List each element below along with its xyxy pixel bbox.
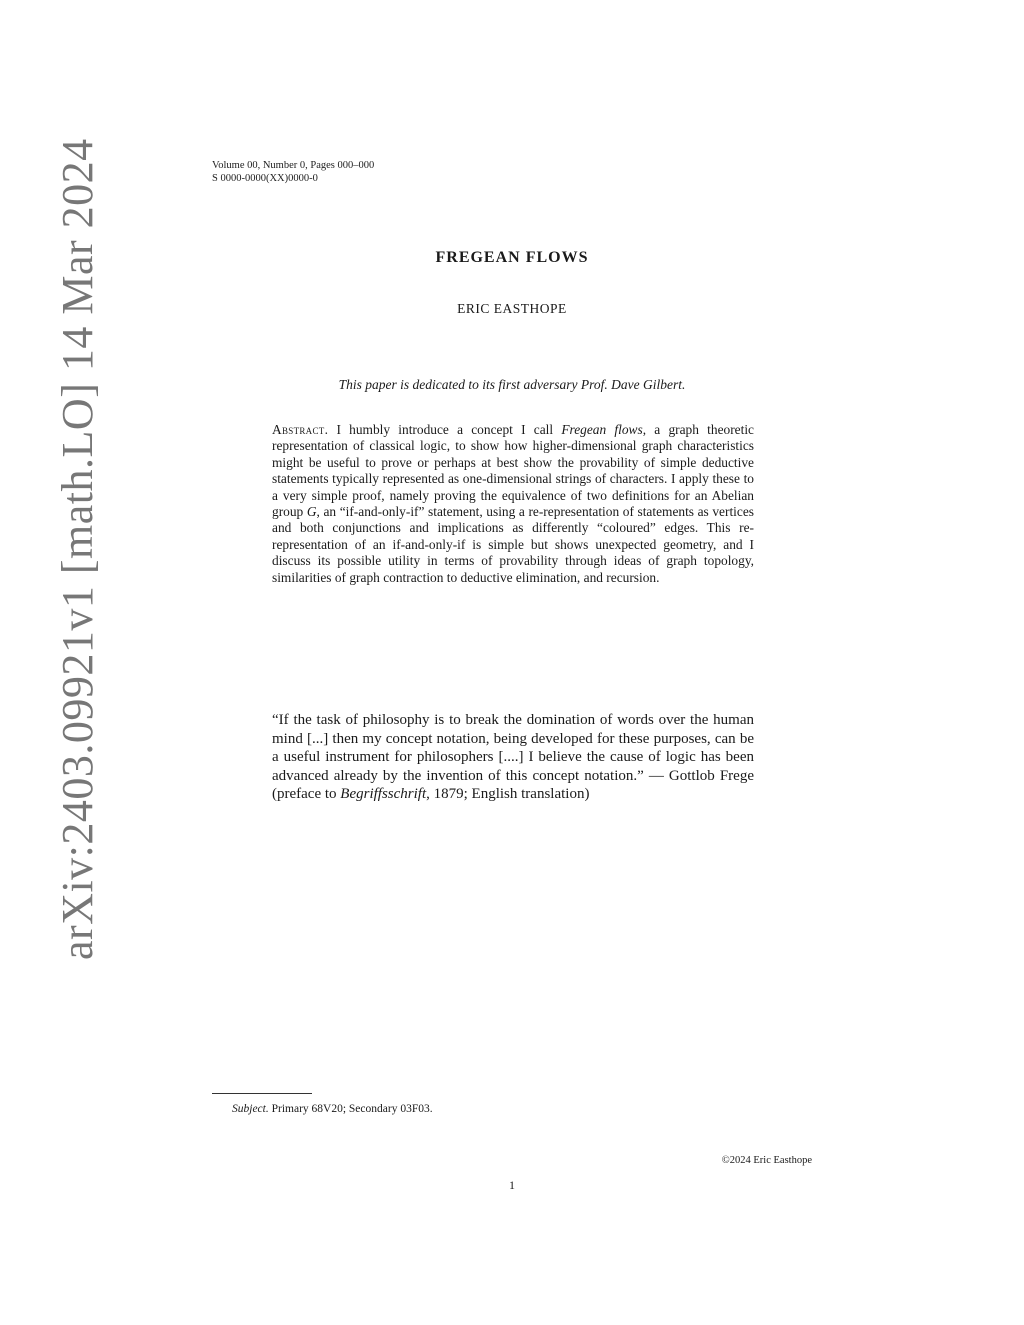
issn-line: S 0000-0000(XX)0000-0 (212, 173, 318, 184)
quote-work-title: Begriffsschrift (340, 786, 427, 803)
author-name: ERIC EASTHOPE (457, 301, 567, 316)
footnote-rule (212, 1093, 312, 1094)
copyright-notice: ©2024 Eric Easthope (721, 1155, 812, 1166)
journal-header (212, 159, 374, 185)
frege-quote (272, 711, 754, 804)
dedication: This paper is dedicated to its first adversary Prof. Dave Gilbert. (338, 377, 686, 392)
volume-line: Volume 00, Number 0, Pages 000–000 (212, 160, 375, 171)
quote-text-1: “If the task of philosophy is to break the domination of words over the human mind [...] then my concept notation, being developed for these purposes, can be a useful instrument for philosophers [....] I believe the cause of logic has been advanced already by the invention of this concept notation.” — Gottlob Frege (preface to (272, 712, 754, 803)
quote-text-2: , 1879; English translation) (426, 786, 590, 803)
subject-footnote (232, 1103, 433, 1115)
arxiv-identifier-stamp: arXiv:2403.09921v1 [math.LO] 14 Mar 2024 (53, 138, 102, 960)
footnote-text: Primary 68V20; Secondary 03F03. (268, 1103, 433, 1115)
abstract-text-3: , an “if-and-only-if” statement, using a re-representation of statements as vertices and both conjunctions and implications as differently “coloured” edges. This re-representation of an if-and-only-if is simple but shows unexpected geometry, and I discuss its possible utility in terms of provability through ideas of graph topology, similarities of graph contraction to deductive elimination, and recursion. (272, 504, 754, 585)
abstract-group-symbol: G (306, 504, 317, 520)
paper-title: FREGEAN FLOWS (435, 249, 589, 266)
abstract-text-1: I humbly introduce a concept I call (328, 422, 562, 437)
abstract-text-2: , a graph theoretic representation of classical logic, to show how higher-dimensional graph characteristics might be useful to prove or perhaps at best show the provability of simple deductive statements typically represented as one-dimensional strings of characters. I apply these to a very simple proof, namely proving the equivalence of two definitions for an Abelian group (272, 422, 754, 520)
page-number: 1 (509, 1178, 515, 1192)
abstract (272, 422, 754, 586)
abstract-label: Abstract. (272, 422, 329, 437)
footnote-label: Subject. (232, 1103, 269, 1115)
abstract-term: Fregean flows (561, 422, 643, 437)
